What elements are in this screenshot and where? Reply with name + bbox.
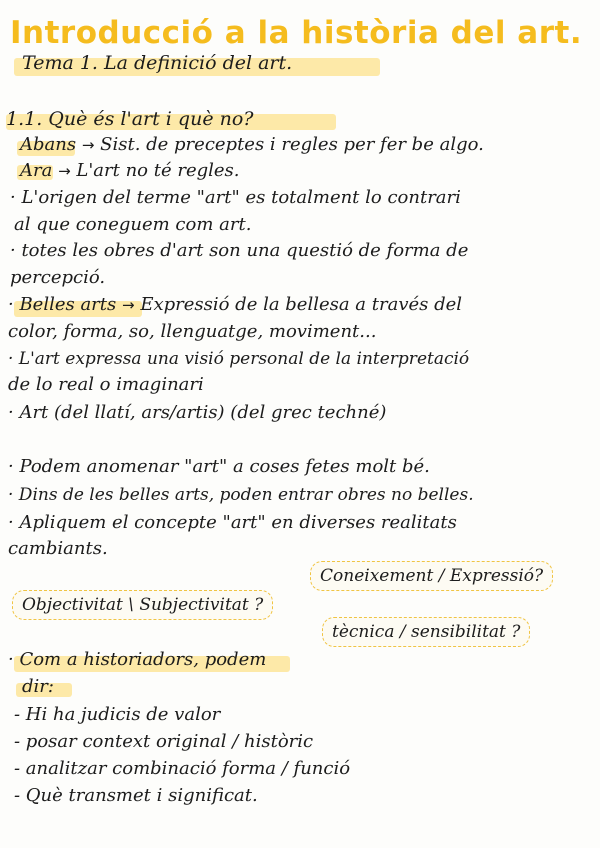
bubble-tecnica-sensibilitat: tècnica / sensibilitat ? <box>322 617 530 647</box>
note-origen-1: · L'origen del terme "art" es totalment lo contrari <box>10 187 461 208</box>
arrow-icon: → <box>81 136 95 154</box>
note-belles-arts-2: color, forma, so, llenguatge, moviment... <box>8 321 377 342</box>
abans-label: Abans <box>20 134 77 155</box>
note-abans: Abans → Sist. de preceptes i regles per fer be algo. <box>20 134 484 155</box>
historians-heading-2: dir: <box>22 676 54 697</box>
note-dins: · Dins de les belles arts, poden entrar obres no belles. <box>8 485 474 505</box>
note-apliquem-2: cambiants. <box>8 538 108 559</box>
bubble-objectivitat-subjectivitat: Objectivitat \ Subjectivitat ? <box>12 590 273 620</box>
note-obres-2: percepció. <box>10 267 106 288</box>
note-apliquem-1: · Apliquem el concepte "art" en diverses realitats <box>8 512 457 533</box>
subtitle: Tema 1. La definició del art. <box>22 52 293 74</box>
note-visio-2: de lo real o imaginari <box>8 374 204 395</box>
belles-arts-label: · Belles arts <box>8 294 117 315</box>
note-ara: Ara → L'art no té regles. <box>20 160 240 181</box>
note-anomenar: · Podem anomenar "art" a coses fetes molt bé. <box>8 456 430 477</box>
historians-heading-1: · Com a historiadors, podem <box>8 649 267 670</box>
note-origen-2: al que coneguem com art. <box>14 214 252 235</box>
list-item: - Hi ha judicis de valor <box>14 704 221 725</box>
note-etimologia: · Art (del llatí, ars/artis) (del grec techné) <box>8 402 387 423</box>
note-obres-1: · totes les obres d'art son una questió de forma de <box>10 240 469 261</box>
list-item: - analitzar combinació forma / funció <box>14 758 351 779</box>
list-item: - posar context original / històric <box>14 731 314 752</box>
list-item: - Què transmet i significat. <box>14 785 258 806</box>
note-belles-arts: · Belles arts → Expressió de la bellesa a través del <box>8 294 463 315</box>
arrow-icon: → <box>122 296 135 314</box>
ara-label: Ara <box>20 160 53 181</box>
bubble-coneixement-expressio: Coneixement / Expressió? <box>310 561 553 591</box>
page-title: Introducció a la història del art. <box>10 15 583 51</box>
section-heading: 1.1. Què és l'art i què no? <box>6 108 254 130</box>
arrow-icon: → <box>58 162 71 180</box>
note-visio-1: · L'art expressa una visió personal de la interpretació <box>8 349 470 369</box>
